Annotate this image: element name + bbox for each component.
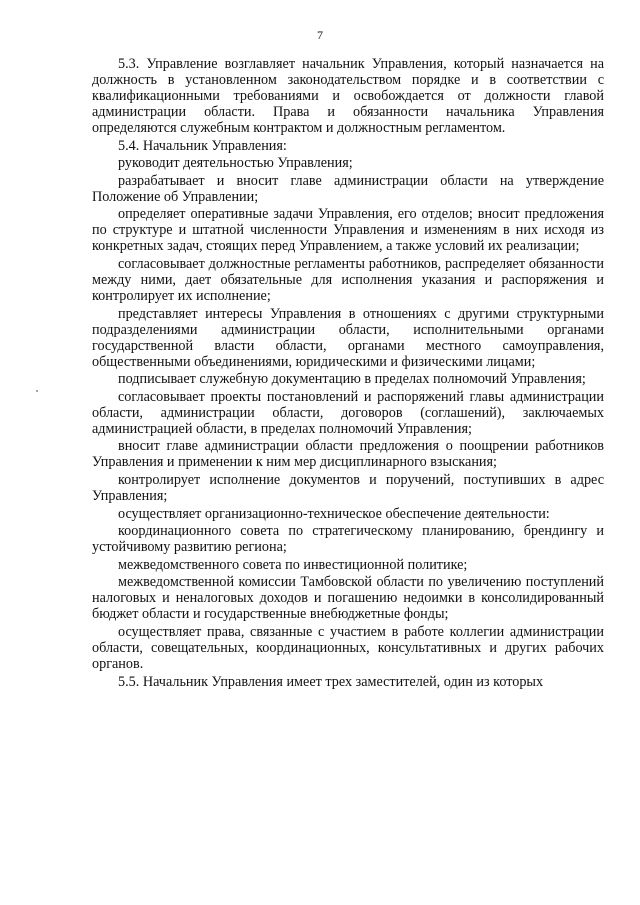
support-item: координационного совета по стратегическому планированию, брендингу и устойчивому развитию региона; [92, 523, 604, 556]
duty-item: осуществляет права, связанные с участием в работе коллегии администрации области, совещательных, координационных, консультативных и других рабочих органов. [92, 623, 604, 672]
duty-item: представляет интересы Управления в отношениях с другими структурными подразделениями администрации области, исполнительными органами государственной власти области, органами местного самоуправления, общественными объединениями, юридическими и физическими лицами; [92, 305, 604, 370]
support-item: межведомственной комиссии Тамбовской области по увеличению поступлений налоговых и неналоговых доходов и погашению недоимки в консолидированный бюджет области и государственные внебюджетные фонды; [92, 574, 604, 623]
duty-item: определяет оперативные задачи Управления, его отделов; вносит предложения по структуре и штатной численности Управления и изменениям в них исходя из конкретных задач, стоящих перед Управлением, а также условий их реализации; [92, 206, 604, 255]
page-number: 7 [317, 28, 323, 42]
document-body [92, 56, 604, 691]
scan-speck [36, 390, 38, 392]
duty-item: согласовывает проекты постановлений и распоряжений главы администрации области, администрации области, договоров (соглашений), заключаемых администрацией области, в пределах полномочий Управления; [92, 388, 604, 437]
duty-item: разрабатывает и вносит главе администрации области на утверждение Положение об Управлении; [92, 172, 604, 205]
paragraph-5-3: 5.3. Управление возглавляет начальник Управления, который назначается на должность в установленном законодательством порядке и в соответствии с квалификационными требованиями и освобождается от должности главой администрации области. Права и обязанности начальника Управления определяются служебным контрактом и должностным регламентом. [92, 56, 604, 136]
paragraph-5-5: 5.5. Начальник Управления имеет трех заместителей, один из которых [118, 673, 544, 690]
duty-item: контролирует исполнение документов и поручений, поступивших в адрес Управления; [92, 471, 604, 504]
duty-item: вносит главе администрации области предложения о поощрении работников Управления и применении к ним мер дисциплинарного взыскания; [92, 438, 604, 471]
duty-item: осуществляет организационно-техническое обеспечение деятельности: [118, 505, 550, 522]
duty-item: руководит деятельностью Управления; [118, 155, 353, 172]
support-item: межведомственного совета по инвестиционной политике; [118, 556, 468, 573]
duty-item: согласовывает должностные регламенты работников, распределяет обязанности между ними, дает обязательные для исполнения указания и распоряжения и контролирует их исполнение; [92, 255, 604, 304]
duty-item: подписывает служебную документацию в пределах полномочий Управления; [118, 371, 586, 388]
paragraph-5-4-heading: 5.4. Начальник Управления: [118, 137, 287, 154]
